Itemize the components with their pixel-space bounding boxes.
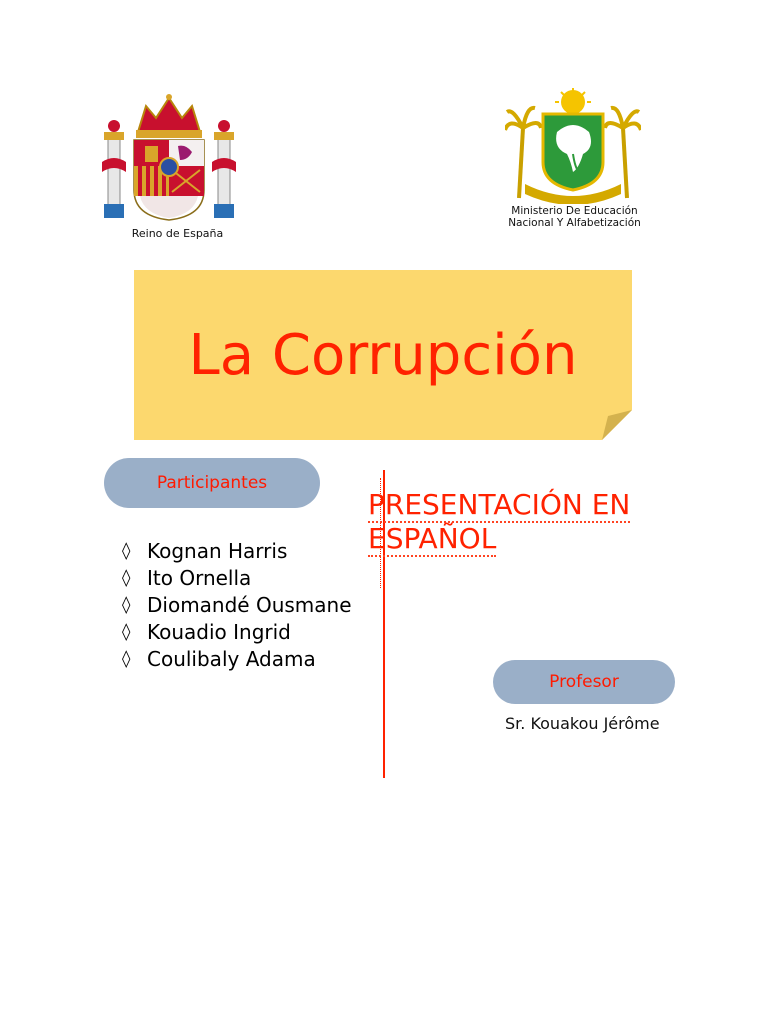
teacher-name: Sr. Kouakou Jérôme — [505, 714, 660, 733]
participant-name: Kouadio Ingrid — [147, 620, 291, 644]
participant-name: Kognan Harris — [147, 539, 288, 563]
list-item — [122, 538, 362, 565]
diamond-bullet-icon: ◊ — [122, 649, 131, 669]
participant-name: Coulibaly Adama — [147, 647, 316, 671]
list-item — [122, 592, 362, 619]
ministry-line-2: Nacional Y Alfabetización — [508, 217, 641, 229]
diamond-bullet-icon: ◊ — [122, 622, 131, 642]
participants-list — [122, 538, 362, 673]
presentation-heading — [368, 488, 678, 556]
participant-name: Ito Ornella — [147, 566, 252, 590]
right-emblem-caption — [492, 205, 657, 229]
diamond-bullet-icon: ◊ — [122, 541, 131, 561]
presentation-heading-text: PRESENTACIÓN EN ESPAÑOL — [368, 488, 631, 555]
left-emblem-caption: Reino de España — [131, 227, 224, 240]
list-item — [122, 619, 362, 646]
spain-coat-of-arms-icon — [100, 92, 240, 222]
diamond-bullet-icon: ◊ — [122, 595, 131, 615]
page-title: La Corrupción — [188, 322, 578, 388]
ministry-line-1: Ministerio De Educación — [511, 205, 638, 217]
profesor-label: Profesor — [493, 660, 675, 704]
cote-divoire-coat-of-arms-icon — [505, 88, 641, 204]
list-item — [122, 565, 362, 592]
diamond-bullet-icon: ◊ — [122, 568, 131, 588]
participant-name: Diomandé Ousmane — [147, 593, 352, 617]
list-item — [122, 646, 362, 673]
participants-label: Participantes — [104, 458, 320, 508]
